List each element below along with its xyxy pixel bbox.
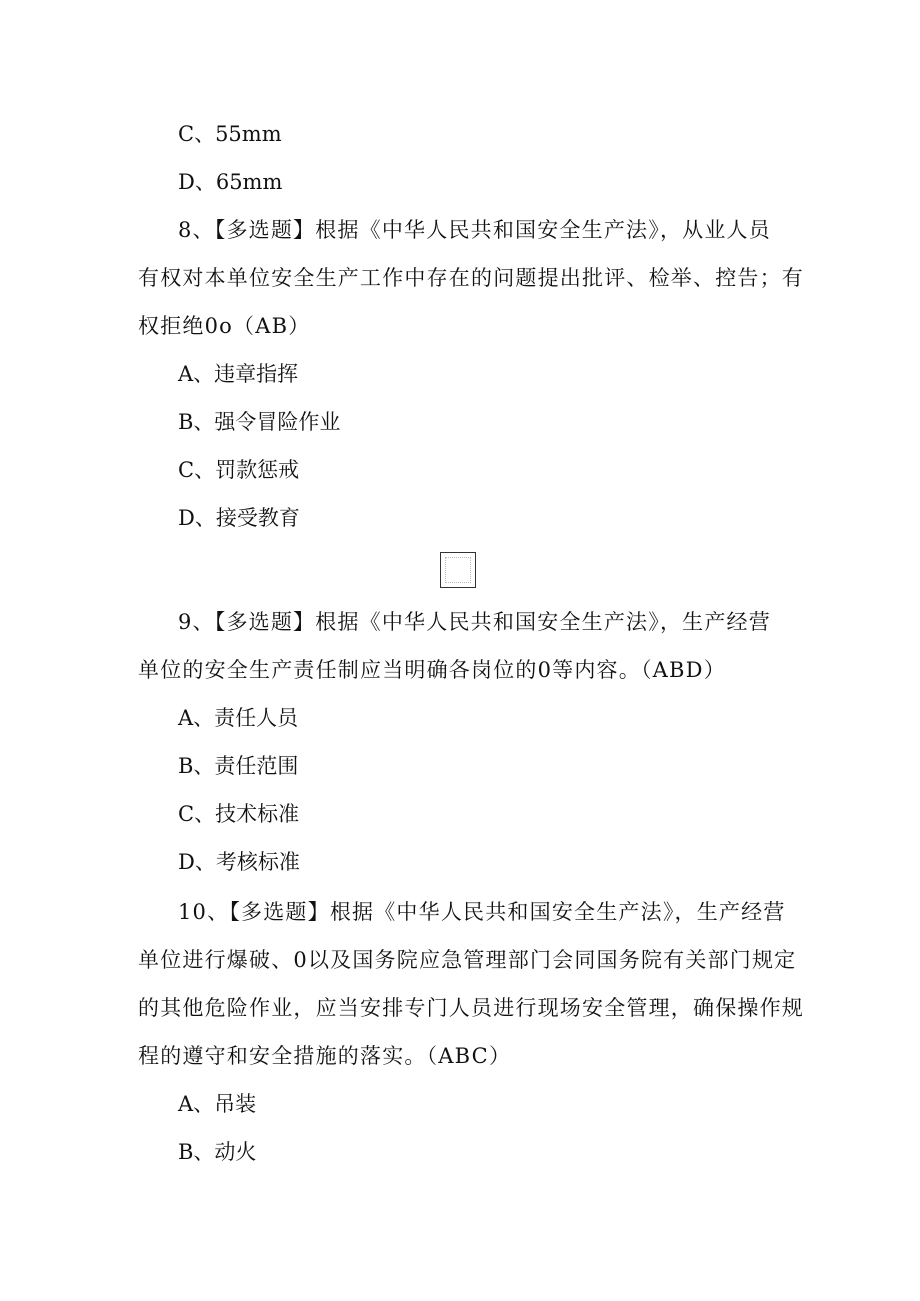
q8-stem-line-2: 有权对本单位安全生产工作中存在的问题提出批评、检举、控告；有 bbox=[138, 266, 804, 290]
q8-option-a: A、违章指挥 bbox=[178, 362, 299, 386]
q9-option-c: C、技术标准 bbox=[178, 802, 300, 826]
q7-option-c: C、55mm bbox=[178, 122, 282, 146]
q9-option-b: B、责任范围 bbox=[178, 754, 299, 778]
q8-option-b: B、强令冒险作业 bbox=[178, 410, 341, 434]
q10-stem-line-4: 程的遵守和安全措施的落实。（ABC） bbox=[138, 1044, 512, 1068]
q9-option-d: D、考核标准 bbox=[178, 850, 300, 874]
empty-box bbox=[440, 552, 476, 588]
q8-stem-line-1: 8、【多选题】根据《中华人民共和国安全生产法》，从业人员 bbox=[178, 218, 771, 242]
q10-option-a: A、吊装 bbox=[178, 1092, 257, 1116]
q9-stem-line-1: 9、【多选题】根据《中华人民共和国安全生产法》，生产经营 bbox=[178, 610, 771, 634]
q10-stem-line-1: 10、【多选题】根据《中华人民共和国安全生产法》，生产经营 bbox=[178, 900, 786, 924]
q10-option-b: B、动火 bbox=[178, 1140, 257, 1164]
q7-option-d: D、65mm bbox=[178, 170, 283, 194]
q8-option-d: D、接受教育 bbox=[178, 506, 300, 530]
q8-option-c: C、罚款惩戒 bbox=[178, 458, 300, 482]
q10-stem-line-3: 的其他危险作业，应当安排专门人员进行现场安全管理，确保操作规 bbox=[138, 996, 804, 1020]
q9-stem-line-2: 单位的安全生产责任制应当明确各岗位的0等内容。（ABD） bbox=[138, 658, 726, 682]
q10-stem-line-2: 单位进行爆破、0以及国务院应急管理部门会同国务院有关部门规定 bbox=[138, 948, 797, 972]
q8-stem-line-3: 权拒绝0o（AB） bbox=[138, 314, 311, 338]
q9-option-a: A、责任人员 bbox=[178, 706, 299, 730]
